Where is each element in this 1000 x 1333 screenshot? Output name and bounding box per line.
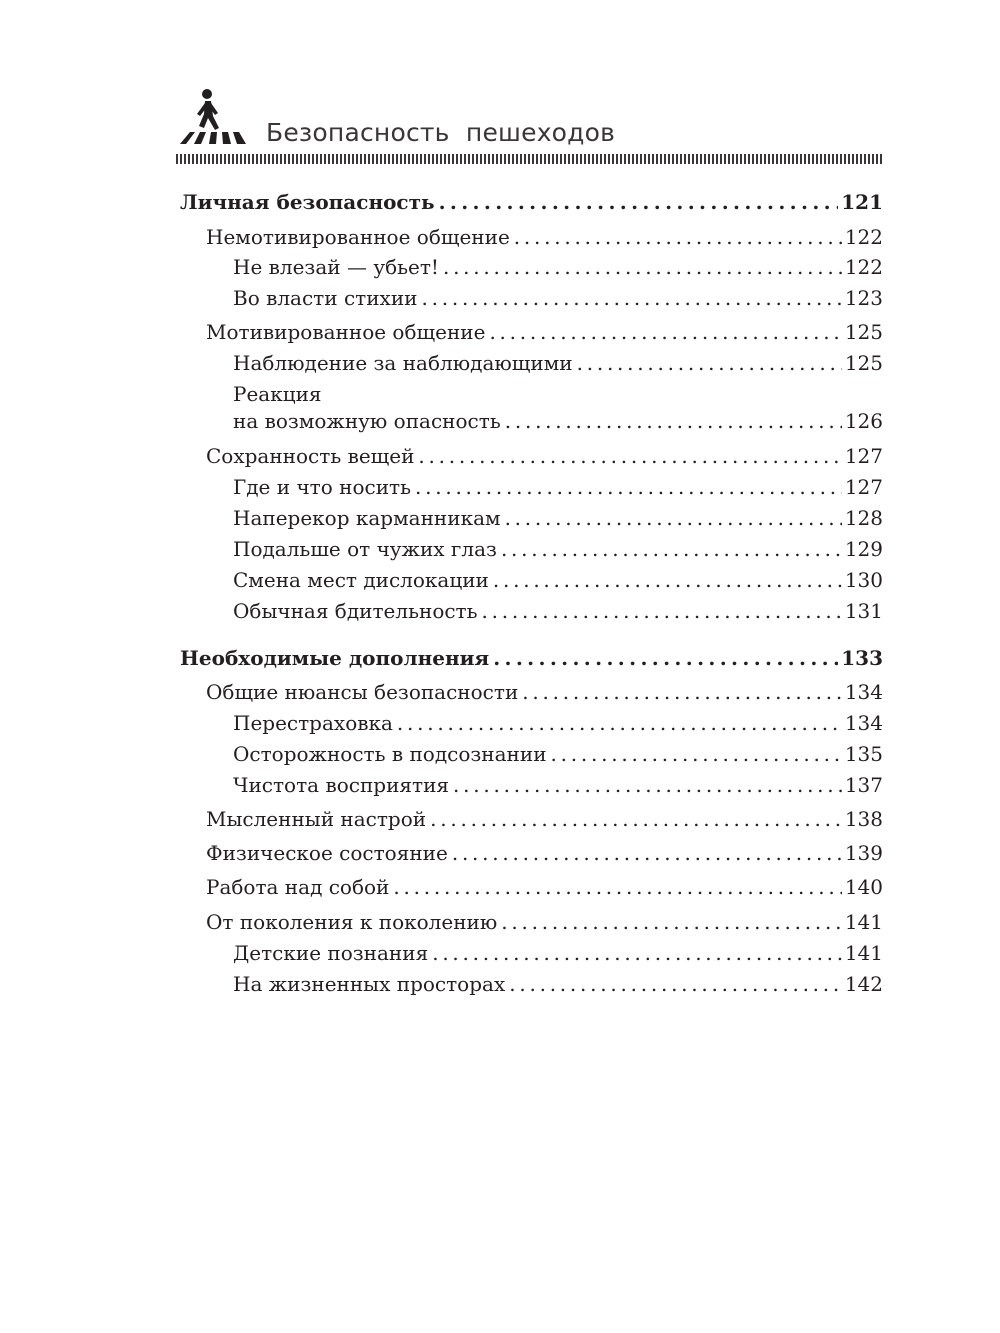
page-header-title: Безопасность пешеходов [266, 118, 616, 147]
toc-leader-dots [421, 286, 841, 310]
toc-entry-title: Во власти стихии [233, 286, 418, 310]
toc-entry-page: 122 [844, 225, 883, 249]
toc-entry-title: Личная безопасность [180, 190, 435, 214]
toc-entry[interactable] [206, 841, 883, 869]
toc-entry-title: на возможную опасность [233, 409, 501, 433]
toc-entry-page: 137 [844, 773, 883, 797]
toc-entry-page: 141 [844, 941, 883, 965]
toc-entry-title: Детские познания [233, 941, 429, 965]
toc-entry[interactable] [180, 190, 883, 218]
toc-leader-dots [505, 409, 842, 433]
toc-leader-dots [482, 599, 842, 623]
toc-entry-page: 125 [844, 320, 883, 344]
toc-entry-title: Обычная бдительность [233, 599, 478, 623]
toc-entry[interactable] [206, 225, 883, 253]
toc-leader-dots [514, 225, 842, 249]
toc-entry[interactable] [233, 286, 883, 314]
toc-entry-title: Смена мест дислокации [233, 568, 489, 592]
toc-entry[interactable] [233, 568, 883, 596]
toc-entry-title: Мысленный настрой [206, 807, 427, 831]
toc-leader-dots [397, 711, 842, 735]
toc-entry-title: Сохранность вещей [206, 444, 415, 468]
toc-leader-dots [393, 875, 841, 899]
toc-entry-title: На жизненных просторах [233, 972, 506, 996]
toc-entry-page: 141 [844, 910, 883, 934]
toc-entry[interactable] [233, 409, 883, 437]
toc-entry-title: Работа над собой [206, 875, 390, 899]
toc-entry-page: 130 [844, 568, 883, 592]
toc-entry-title: Подальше от чужих глаз [233, 537, 497, 561]
toc-leader-dots [509, 972, 842, 996]
toc-leader-dots [501, 910, 842, 934]
toc-leader-dots [577, 351, 842, 375]
toc-entry-title: Осторожность в подсознании [233, 742, 547, 766]
toc-entry-page: 135 [844, 742, 883, 766]
toc-entry-page: 121 [841, 190, 883, 214]
toc-entry-title: Наперекор карманникам [233, 506, 501, 530]
toc-entry-page: 122 [844, 255, 883, 279]
toc-entry-page: 140 [844, 875, 883, 899]
toc-entry-page: 127 [844, 475, 883, 499]
toc-entry-title: От поколения к поколению [206, 910, 498, 934]
toc-entry-page: 138 [844, 807, 883, 831]
toc-entry-title: Где и что носить [233, 475, 411, 499]
toc-leader-dots [439, 190, 839, 214]
toc-entry[interactable] [206, 444, 883, 472]
toc-leader-dots [430, 807, 842, 831]
toc-entry-title: Наблюдение за наблюдающими [233, 351, 573, 375]
toc-entry-page: 126 [844, 409, 883, 433]
toc-entry-title: Перестраховка [233, 711, 393, 735]
toc-entry[interactable] [206, 875, 883, 903]
toc-leader-dots [415, 475, 842, 499]
toc-entry-title-line1: Реакция [233, 382, 322, 406]
toc-entry-title: Не влезай — убьет! [233, 255, 439, 279]
toc-entry-title: Необходимые дополнения [180, 646, 490, 670]
toc-entry-title: Чистота восприятия [233, 773, 450, 797]
toc-entry[interactable] [233, 711, 883, 739]
toc-entry-title: Физическое состояние [206, 841, 448, 865]
toc-entry[interactable] [206, 910, 883, 938]
toc-entry-page: 127 [844, 444, 883, 468]
toc-leader-dots [489, 320, 841, 344]
toc-leader-dots [501, 537, 842, 561]
toc-entry[interactable] [233, 773, 883, 801]
toc-entry-title: Немотивированное общение [206, 225, 510, 249]
toc-leader-dots [551, 742, 842, 766]
toc-leader-dots [452, 841, 842, 865]
toc-entry[interactable] [233, 506, 883, 534]
toc-entry-page: 139 [844, 841, 883, 865]
toc-entry-title: Общие нюансы безопасности [206, 680, 519, 704]
toc-entry-page: 142 [844, 972, 883, 996]
toc-entry[interactable] [233, 941, 883, 969]
toc-entry-page: 134 [844, 680, 883, 704]
toc-entry[interactable] [206, 320, 883, 348]
toc-entry[interactable] [233, 351, 883, 379]
toc-leader-dots [505, 506, 842, 530]
toc-entry-page: 131 [844, 599, 883, 623]
toc-leader-dots [493, 568, 842, 592]
toc-entry[interactable] [233, 537, 883, 565]
toc-entry[interactable] [206, 680, 883, 708]
toc-leader-dots [493, 646, 838, 670]
toc-leader-dots [453, 773, 842, 797]
toc-entry-page: 133 [841, 646, 883, 670]
toc-entry[interactable] [233, 255, 883, 283]
toc-entry[interactable] [233, 599, 883, 627]
toc-entry[interactable] [233, 742, 883, 770]
toc-leader-dots [418, 444, 841, 468]
toc-leader-dots [443, 255, 842, 279]
toc-entry[interactable] [206, 807, 883, 835]
toc-entry-page: 128 [844, 506, 883, 530]
toc-entry-page: 123 [844, 286, 883, 310]
toc-entry[interactable] [233, 972, 883, 1000]
toc-leader-dots [432, 941, 842, 965]
toc-entry[interactable] [233, 475, 883, 503]
toc-entry-page: 125 [844, 351, 883, 375]
toc-leader-dots [522, 680, 842, 704]
toc-entry[interactable] [180, 646, 883, 674]
toc-entry-title: Мотивированное общение [206, 320, 486, 344]
toc-entry-page: 129 [844, 537, 883, 561]
toc-entry-page: 134 [844, 711, 883, 735]
